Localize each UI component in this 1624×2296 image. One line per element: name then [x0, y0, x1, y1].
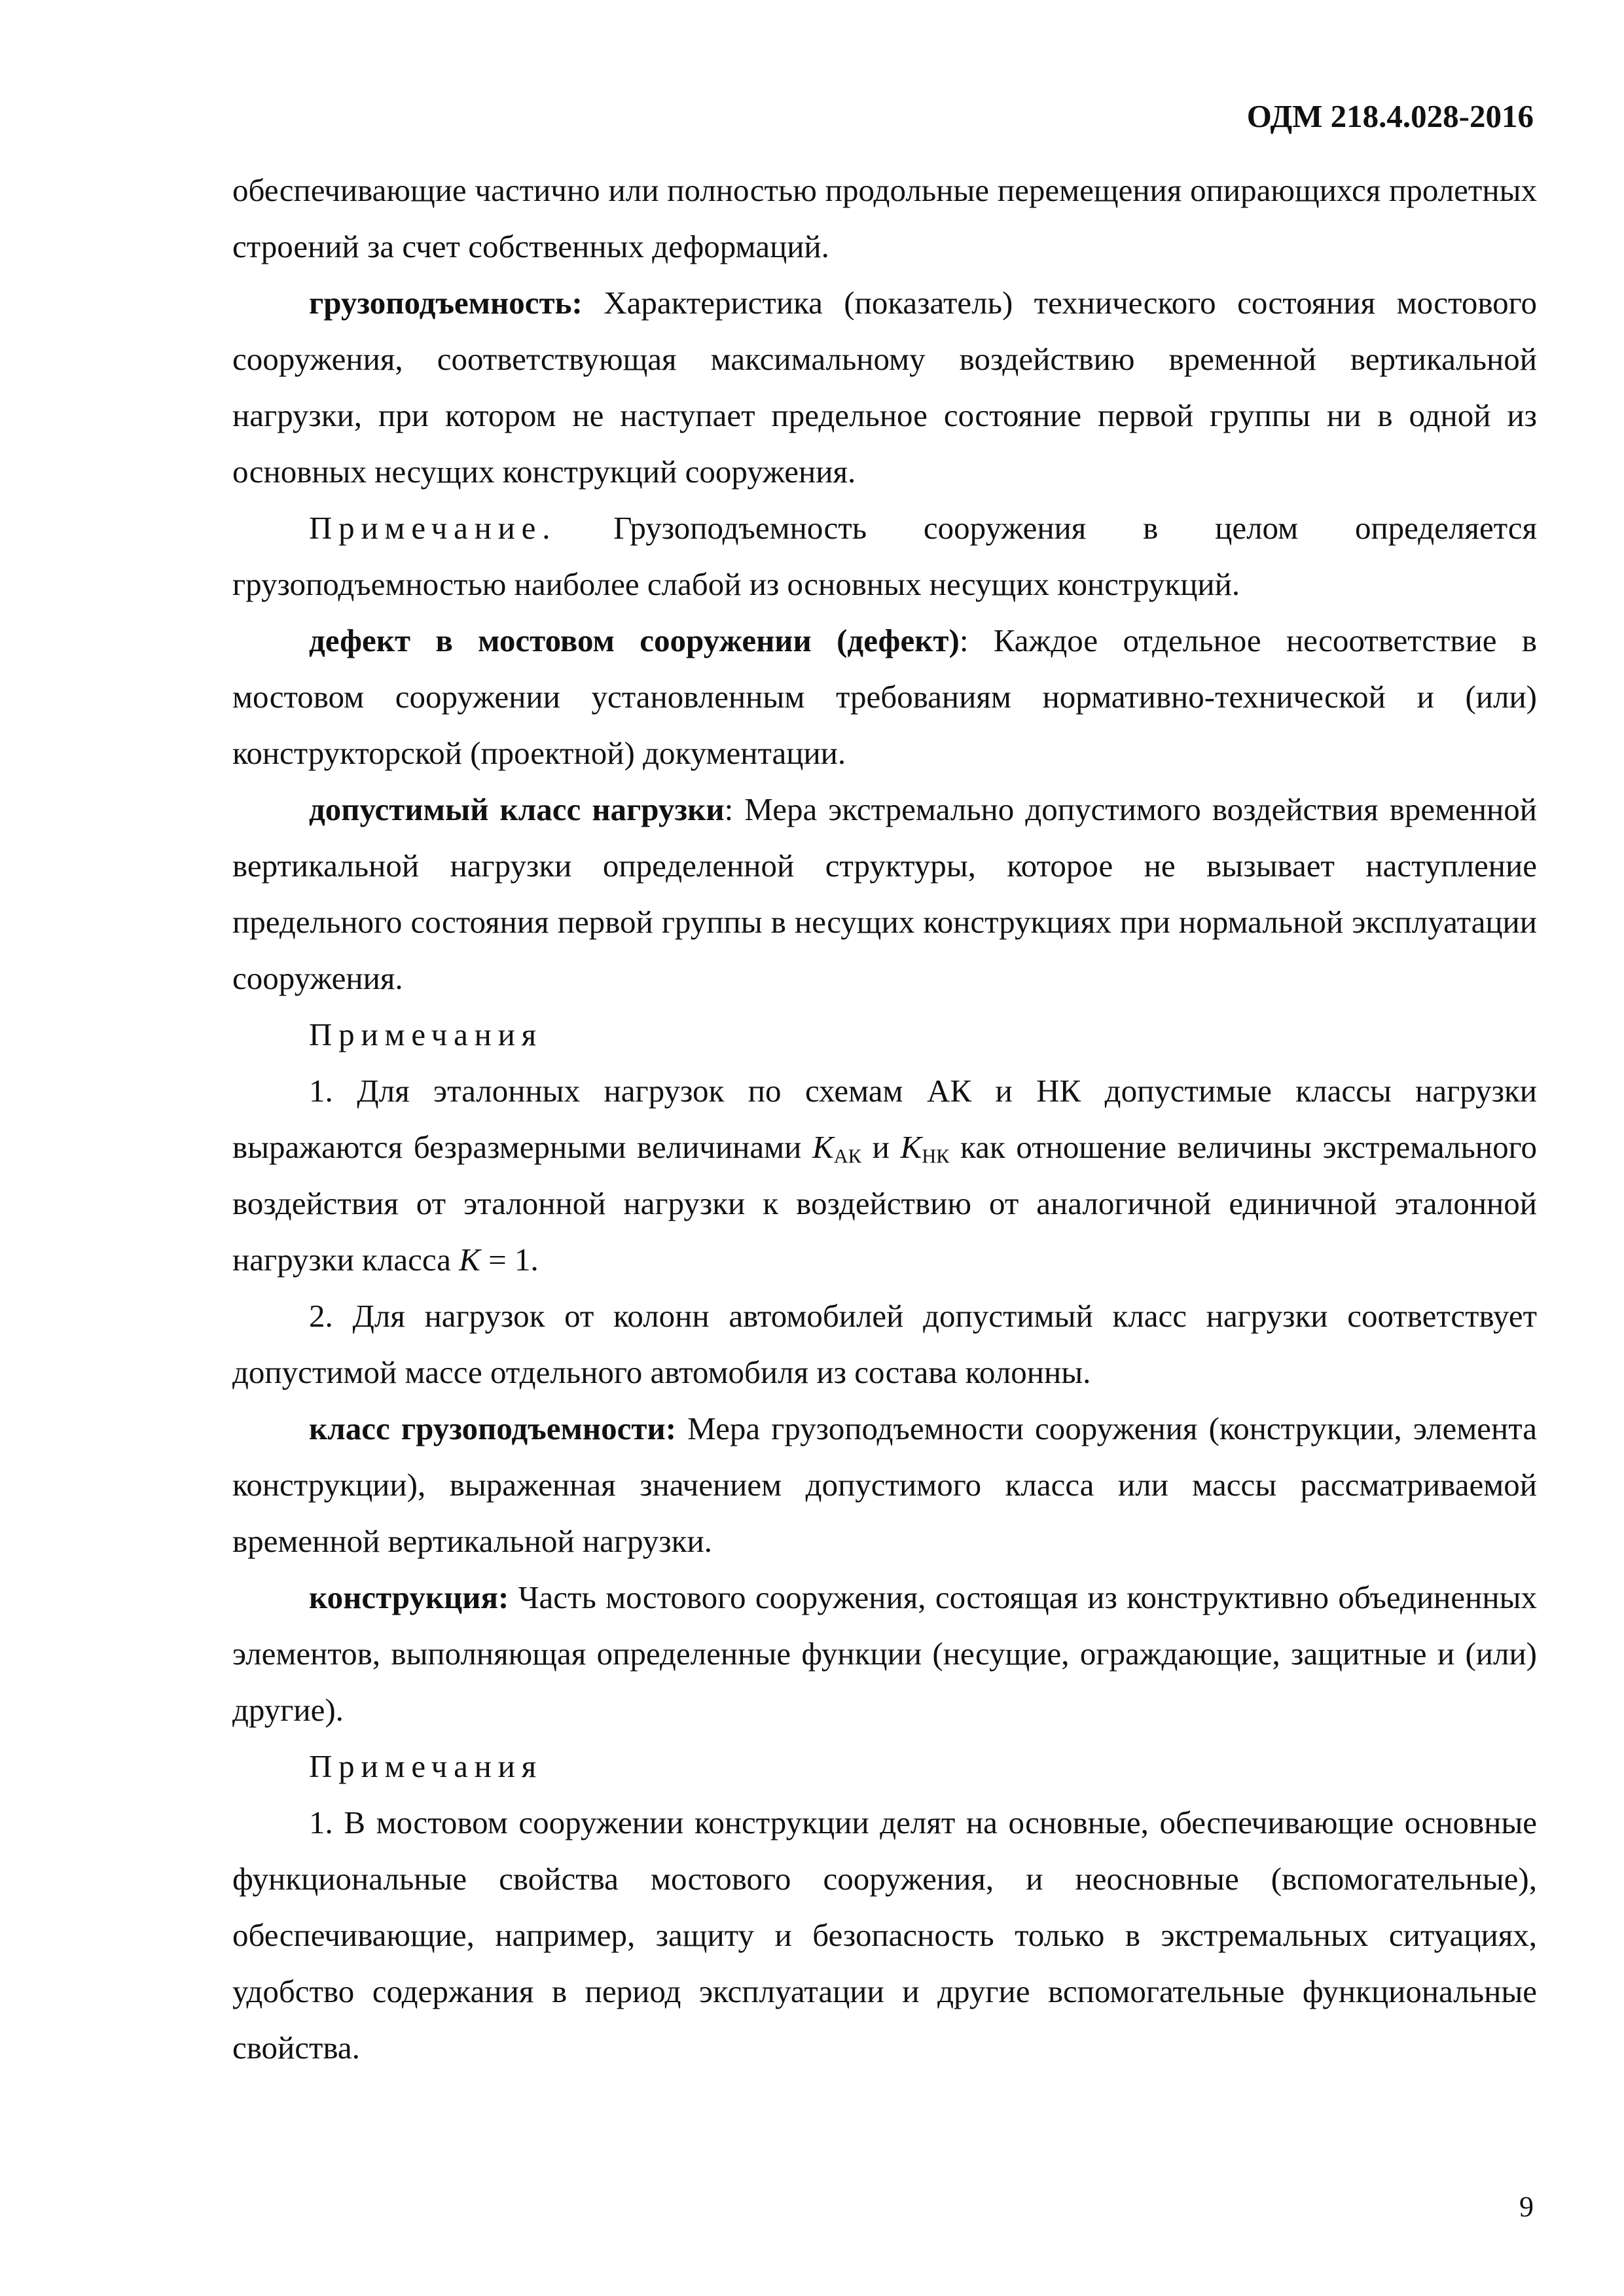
- note-label: Примечание.: [309, 510, 557, 546]
- definition-load-capacity-class: [232, 1401, 1537, 1570]
- formula-symbol: K: [900, 1129, 922, 1165]
- definition-term: допустимый класс нагрузки: [309, 791, 725, 827]
- paragraph-text: обеспечивающие частично или полностью продольные перемещения опирающихся пролетных строений за счет собственных деформаций.: [232, 172, 1537, 264]
- note-text: Грузоподъемность сооружения в целом определяется грузоподъемностью наиболее слабой из основных несущих конструкций.: [232, 510, 1537, 602]
- definition-load-capacity: [232, 275, 1537, 500]
- formula-subscript: НК: [922, 1145, 950, 1168]
- definition-term: конструкция:: [309, 1579, 509, 1615]
- note-text: и: [861, 1129, 901, 1165]
- note-load-capacity: [232, 500, 1537, 613]
- notes-heading: Примечания: [309, 1016, 543, 1052]
- note-item-1: [232, 1063, 1537, 1288]
- formula-subscript: АК: [833, 1145, 861, 1168]
- definition-defect: [232, 613, 1537, 781]
- definition-text: Часть мостового сооружения, состоящая из конструктивно объединенных элементов, выполняющая определенные функции (несущие, ограждающие, защитные и (или) другие).: [232, 1579, 1537, 1728]
- definition-permissible-load-class: [232, 781, 1537, 1007]
- note-text: 1. Для эталонных нагрузок по схемам АК и НК допустимые классы нагрузки выражаются безразмерными величинами: [232, 1073, 1537, 1165]
- definition-term: грузоподъемность:: [309, 285, 583, 321]
- definition-text: Характеристика (показатель) технического состояния мостового сооружения, соответствующая максимальному воздействию временной вертикальной нагрузки, при котором не наступает предельное состояние первой группы ни в одной из основных несущих конструкций сооружения.: [232, 285, 1537, 490]
- document-body: [232, 162, 1537, 2076]
- definition-text: : Каждое отдельное несоответствие в мостовом сооружении установленным требованиям нормативно-технической и (или) конструкторской (проектной) документации.: [232, 622, 1537, 771]
- note-item-2: [232, 1288, 1537, 1401]
- document-code: ОДМ 218.4.028-2016: [1246, 98, 1534, 134]
- note-text: 1. В мостовом сооружении конструкции делят на основные, обеспечивающие основные функциональные свойства мостового сооружения, и неосновные (вспомогательные), обеспечивающие, например, защиту и безопасность только в экстремальных ситуациях, удобство содержания в период эксплуатации и другие вспомогательные функциональные свойства.: [232, 1804, 1537, 2066]
- note-text: 2. Для нагрузок от колонн автомобилей допустимый класс нагрузки соответствует допустимой массе отдельного автомобиля из состава колонны.: [232, 1298, 1537, 1390]
- definition-text: Мера грузоподъемности сооружения (конструкции, элемента конструкции), выраженная значением допустимого класса или массы рассматриваемой временной вертикальной нагрузки.: [232, 1410, 1537, 1559]
- notes-heading: Примечания: [309, 1748, 543, 1784]
- formula-symbol: K: [812, 1129, 834, 1165]
- definition-text: : Мера экстремально допустимого воздействия временной вертикальной нагрузки определенной структуры, которое не вызывает наступление предельного состояния первой группы в несущих конструкциях при нормальной эксплуатации сооружения.: [232, 791, 1538, 996]
- page-number: 9: [1519, 2191, 1534, 2223]
- definition-term: класс грузоподъемности:: [309, 1410, 677, 1446]
- definition-structure: [232, 1570, 1537, 1738]
- note-text: как отношение величины экстремального воздействия от эталонной нагрузки к воздействию от аналогичной единичной эталонной нагрузки класса: [232, 1129, 1537, 1278]
- note-item-1: [232, 1795, 1537, 2076]
- formula-symbol: K: [459, 1242, 480, 1278]
- definition-term: дефект в мостовом сооружении (дефект): [309, 622, 960, 658]
- note-text: = 1.: [480, 1242, 539, 1278]
- paragraph-continuation: [232, 162, 1537, 275]
